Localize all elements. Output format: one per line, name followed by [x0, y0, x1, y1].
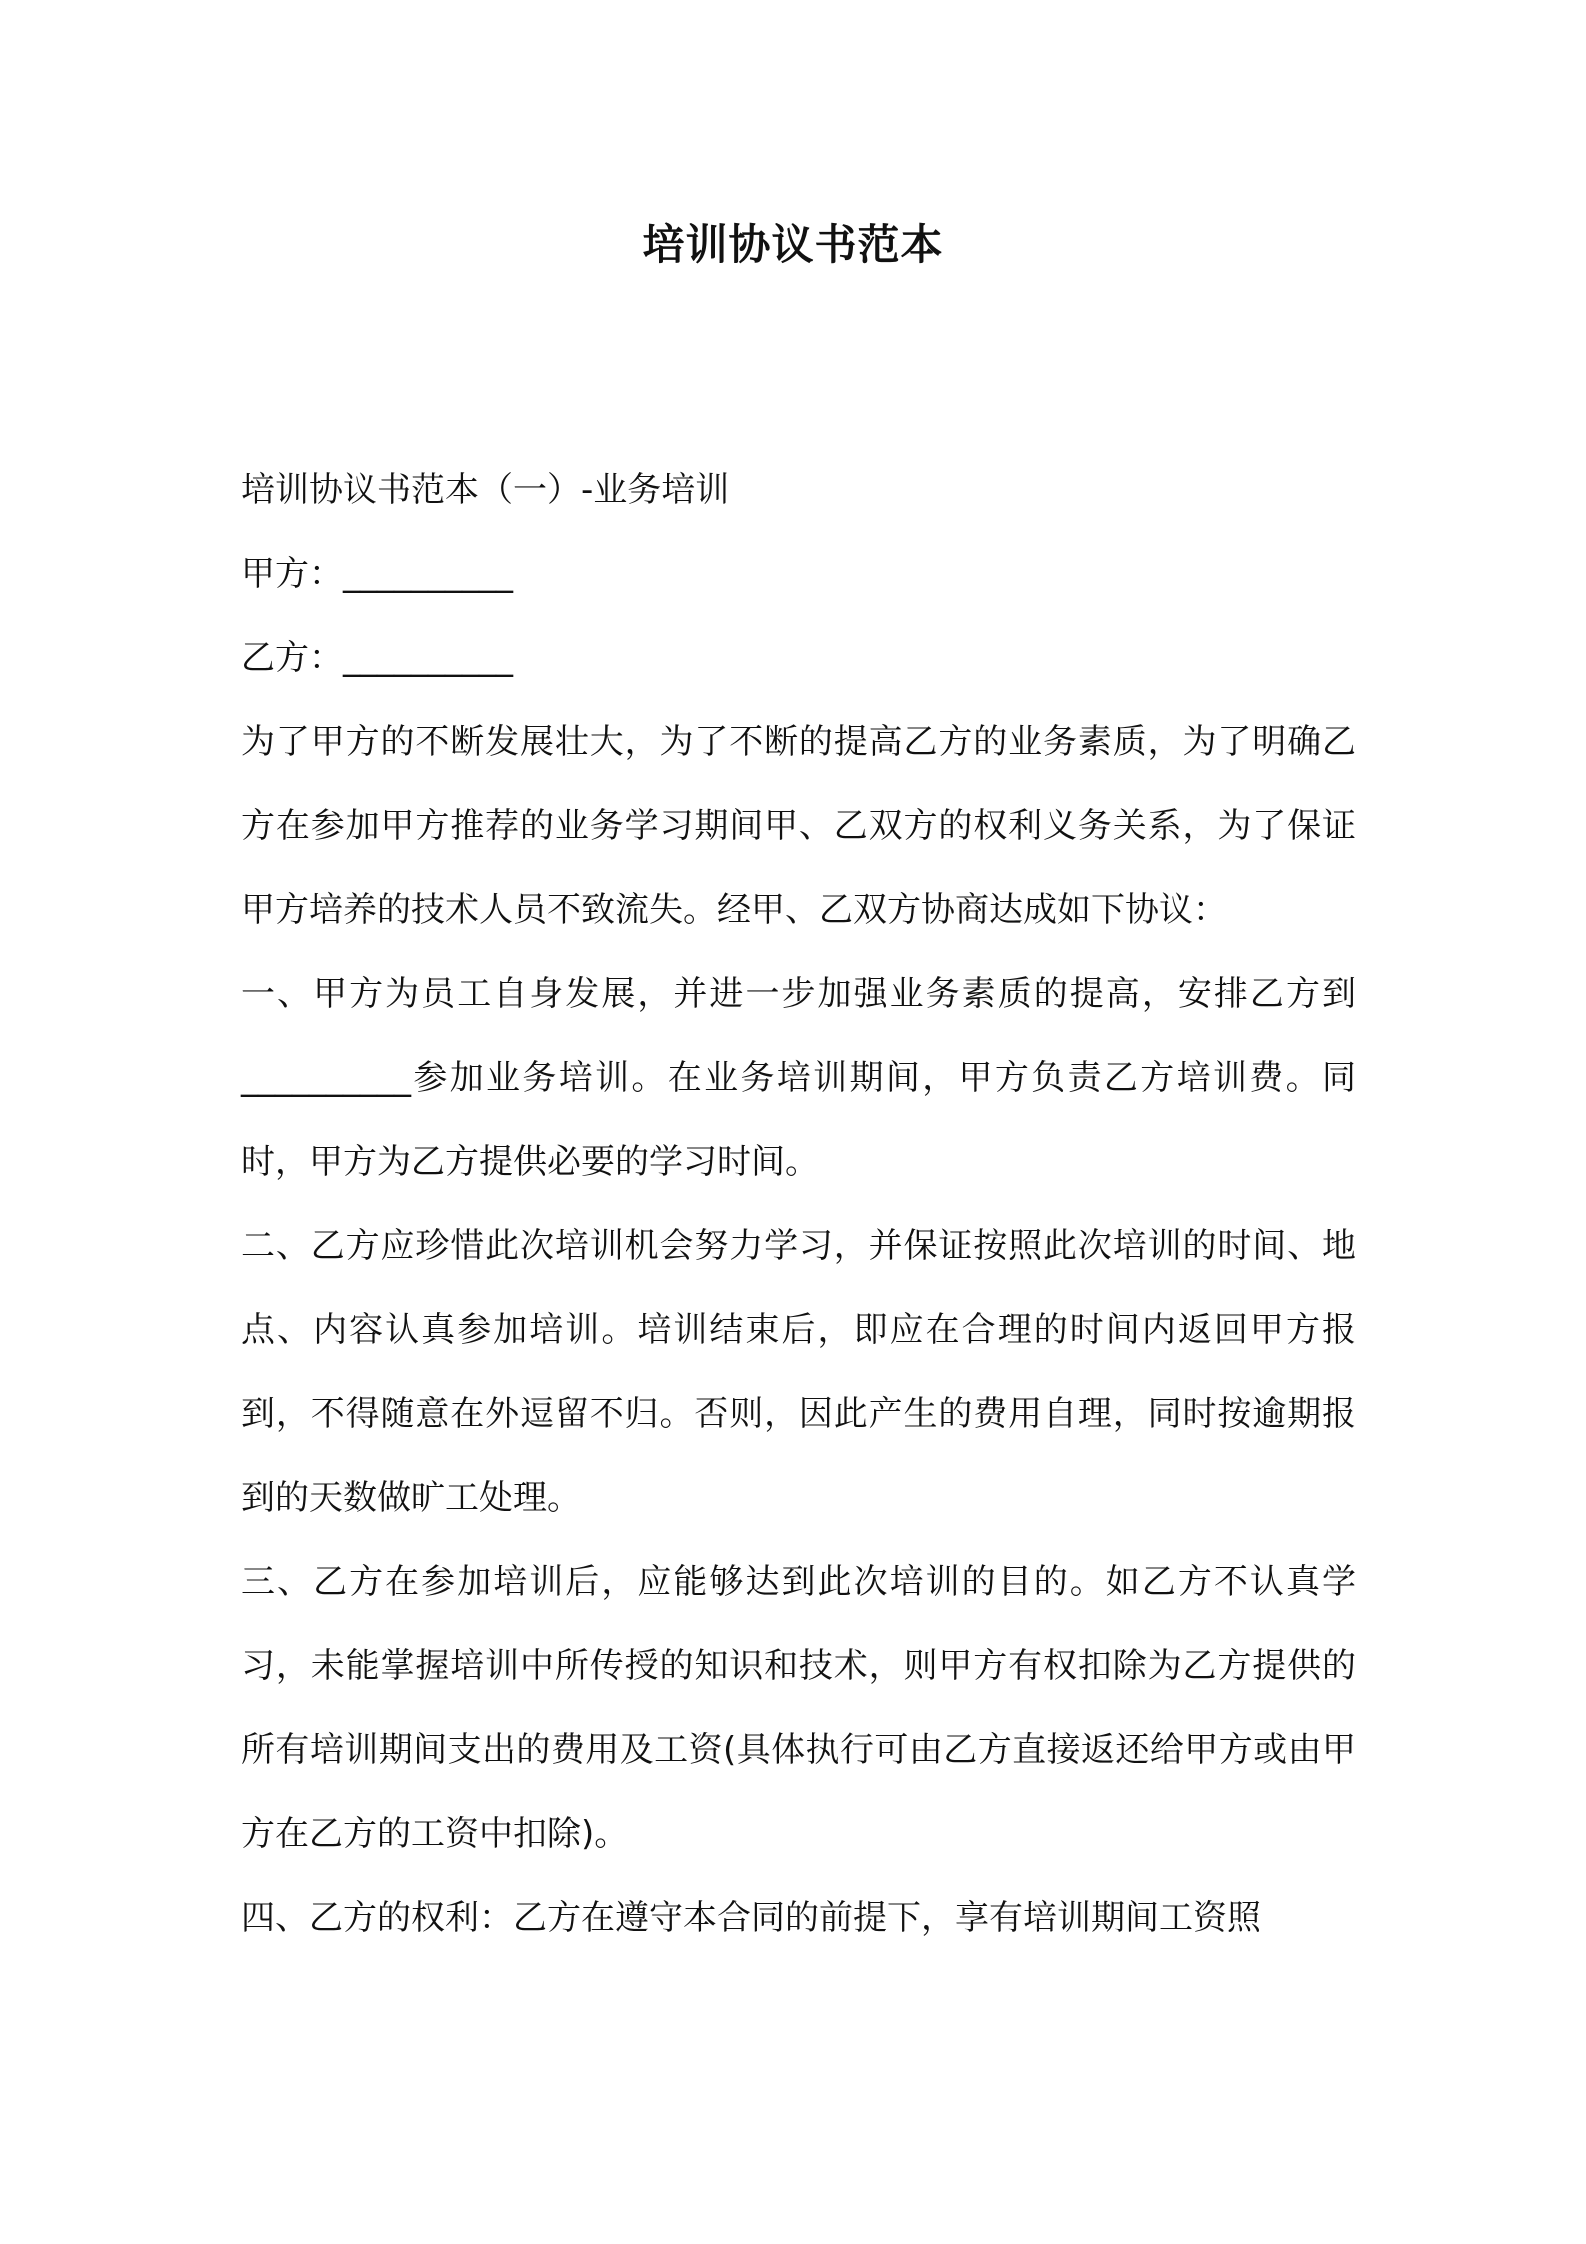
clause-3-paragraph: 三、乙方在参加培训后，应能够达到此次培训的目的。如乙方不认真学习，未能掌握培训中所传授的知识和技术，则甲方有权扣除为乙方提供的所有培训期间支出的费用及工资(具体执行可由乙方直接返还给甲方或由甲方在乙方的工资中扣除)。 — [241, 1562, 1356, 1854]
clause-1-paragraph: 一、甲方为员工自身发展，并进一步加强业务素质的提高，安排乙方到__________参加业务培训。在业务培训期间，甲方负责乙方培训费。同时，甲方为乙方提供必要的学习时间。 — [241, 974, 1356, 1182]
clause-4-paragraph: 四、乙方的权利：乙方在遵守本合同的前提下，享有培训期间工资照 — [241, 1898, 1261, 1938]
document-body — [241, 448, 1356, 1960]
document-subtitle: 培训协议书范本（一）-业务培训 — [241, 470, 730, 510]
intro-paragraph: 为了甲方的不断发展壮大，为了不断的提高乙方的业务素质，为了明确乙方在参加甲方推荐的业务学习期间甲、乙双方的权利义务关系，为了保证甲方培养的技术人员不致流失。经甲、乙双方协商达成如下协议： — [241, 722, 1356, 930]
clause-2-paragraph: 二、乙方应珍惜此次培训机会努力学习，并保证按照此次培训的时间、地点、内容认真参加培训。培训结束后，即应在合理的时间内返回甲方报到，不得随意在外逗留不归。否则，因此产生的费用自理，同时按逾期报到的天数做旷工处理。 — [241, 1226, 1356, 1518]
document-title: 培训协议书范本 — [642, 220, 944, 269]
party-b-line: 乙方：__________ — [241, 638, 513, 678]
party-a-line: 甲方：__________ — [241, 554, 513, 594]
